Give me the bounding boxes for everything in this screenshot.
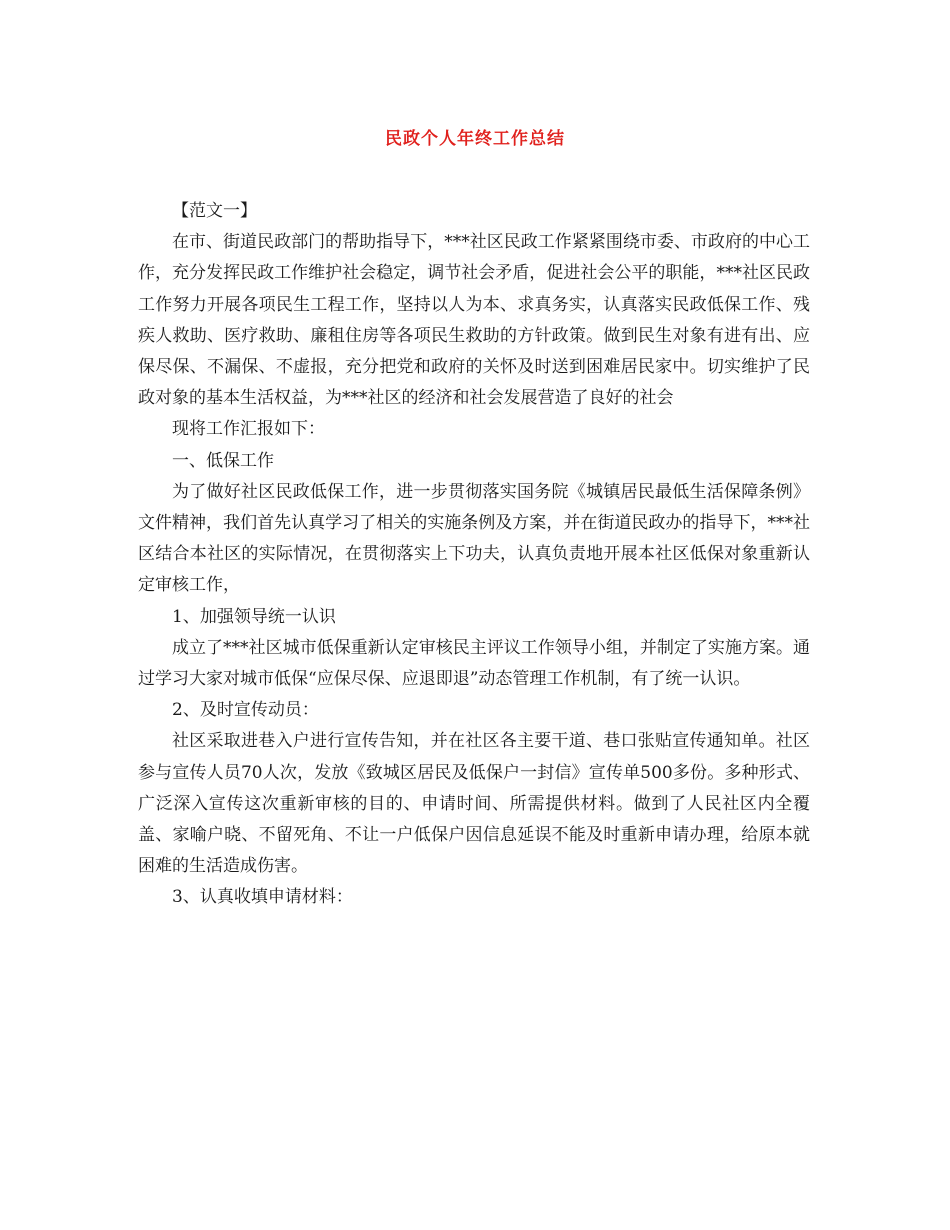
document-body <box>138 196 810 914</box>
document-title: 民政个人年终工作总结 <box>385 129 565 149</box>
paragraph-heading-fanwen: 【范文一】 <box>172 201 257 221</box>
paragraph-leadership: 成立了***社区城市低保重新认定审核民主评议工作领导小组，并制定了实施方案。通过学习大家对城市低保“应保尽保、应退即退”动态管理工作机制，有了统一认识。 <box>138 637 810 690</box>
section-heading-dibao: 一、低保工作 <box>172 450 274 471</box>
subheading-materials: 3、认真收填申请材料： <box>172 887 353 908</box>
paragraph-dibao: 为了做好社区民政低保工作，进一步贯彻落实国务院《城镇居民最低生活保障条例》文件精神，我们首先认真学习了相关的实施条例及方案，并在街道民政办的指导下，***社区结合本社区的实际情况，在贯彻落实上下功夫，认真负责地开展本社区低保对象重新认定审核工作， <box>138 481 810 596</box>
paragraph-intro: 在市、街道民政部门的帮助指导下，***社区民政工作紧紧围绕市委、市政府的中心工作，充分发挥民政工作维护社会稳定，调节社会矛盾，促进社会公平的职能，***社区民政工作努力开展各项民生工程工作，坚持以人为本、求真务实，认真落实民政低保工作、残疾人救助、医疗救助、廉租住房等各项民生救助的方针政策。做到民生对象有进有出、应保尽保、不漏保、不虚报，充分把党和政府的关怀及时送到困难居民家中。切实维护了民政对象的基本生活权益，为***社区的经济和社会发展营造了良好的社会 <box>138 232 810 409</box>
subheading-publicity: 2、及时宣传动员： <box>172 700 319 721</box>
paragraph-report: 现将工作汇报如下： <box>172 419 325 440</box>
subheading-leadership: 1、加强领导统一认识 <box>172 606 336 627</box>
paragraph-publicity: 社区采取进巷入户进行宣传告知，并在社区各主要干道、巷口张贴宣传通知单。社区参与宣传人员70人次，发放《致城区居民及低保户一封信》宣传单500多份。多种形式、广泛深入宣传这次重新审核的目的、申请时间、所需提供材料。做到了人民社区内全覆盖、家喻户晓、不留死角、不让一户低保户因信息延误不能及时重新申请办理，给原本就困难的生活造成伤害。 <box>138 731 810 877</box>
